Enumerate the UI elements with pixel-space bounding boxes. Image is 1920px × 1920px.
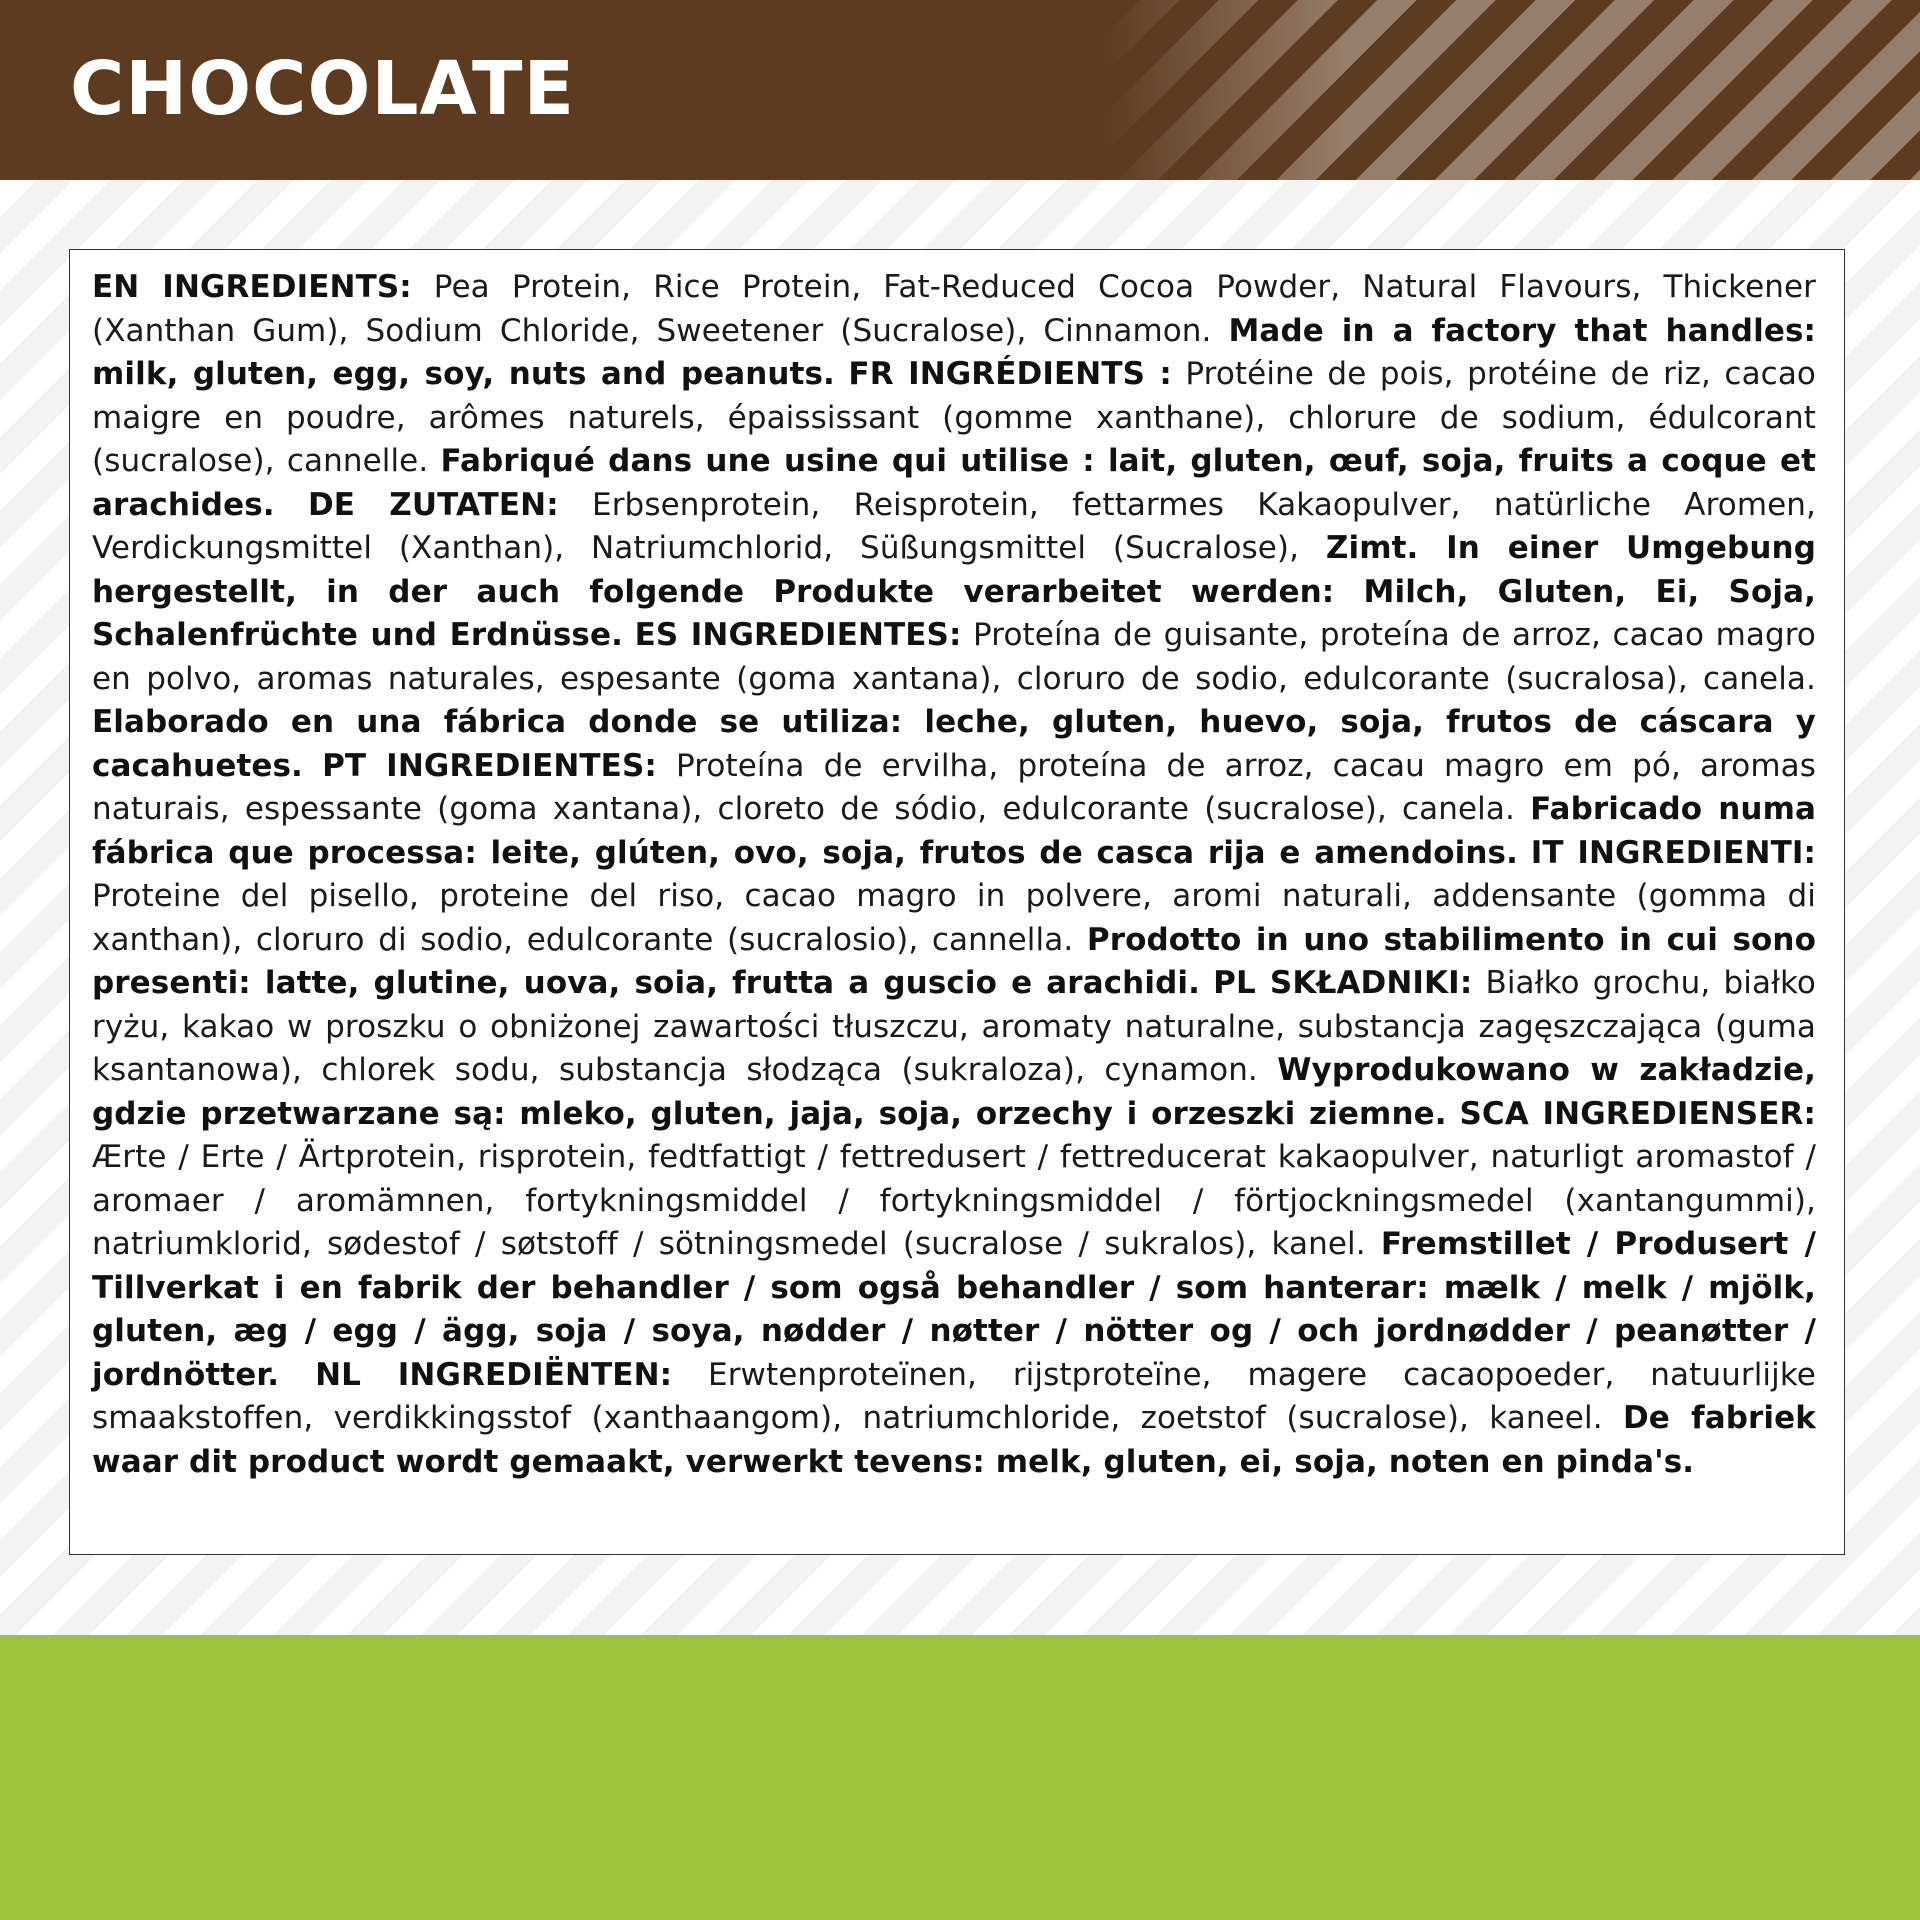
ingredients-label-it: IT INGREDIENTI: [1530, 834, 1816, 871]
ingredients-list-nl: Erwtenproteïnen, rijstproteïne, magere cacaopoeder, natuurlijke smaakstoffen, verdikkingsstof (xanthaangom), natriumchloride, zoetstof (sucralose), kaneel. [92, 1356, 1816, 1436]
allergen-statement-sca: Fremstillet / Produsert / Tillverkat i en fabrik der behandler / som også behandler / som hanterar: mælk / melk / mjölk, gluten, æg / egg / ägg, soja / soya, nødder / nøtter / nötter og / och jordnødder / peanøtter / jordnötter. [92, 1226, 1816, 1393]
ingredients-list-en: Pea Protein, Rice Protein, Fat-Reduced Cocoa Powder, Natural Flavours, Thickener (Xanthan Gum), Sodium Chloride, Sweetener (Sucralose), Cinnamon. [92, 269, 1817, 349]
ingredients-list-es: Proteína de guisante, proteína de arroz, cacao magro en polvo, aromas naturales, espesante (goma xantana), cloruro de sodio, edulcorante (sucralosa), canela. [92, 617, 1816, 697]
flavor-title: CHOCOLATE [70, 46, 576, 132]
ingredients-label-pt: PT INGREDIENTES: [322, 747, 657, 784]
allergen-statement-it: Prodotto in uno stabilimento in cui sono presenti: latte, glutine, uova, soia, frutta a guscio e arachidi. [92, 921, 1816, 1001]
header-stripe-pattern [1100, 0, 1920, 180]
ingredients-label-pl: PL SKŁADNIKI: [1213, 965, 1473, 1001]
ingredients-list-pl: Białko grochu, białko ryżu, kakao w proszku o obniżonej zawartości tłuszczu, aromaty naturalne, substancja zagęszczająca (guma ksantanowa), chlorek sodu, substancja słodząca (sukraloza), cynamon. [92, 965, 1816, 1088]
allergen-statement-en: Made in a factory that handles: milk, gluten, egg, soy, nuts and peanuts. [92, 312, 1816, 392]
ingredients-text [92, 266, 1816, 1484]
ingredients-list-it: Proteine del pisello, proteine del riso, cacao magro in polvere, aromi naturali, addensante (gomma di xanthan), cloruro di sodio, edulcorante (sucralosio), cannella. [92, 878, 1816, 958]
ingredients-list-sca: Ærte / Erte / Ärtprotein, risprotein, fedtfattigt / fettredusert / fettreducerat kakaopulver, naturligt aromastof / aromaer / aromämnen, fortykningsmiddel / fortykningsmiddel / förtjockningsmedel (xantangummi), natriumklorid, sødestof / søtstoff / sötningsmedel (sucralose / sukralos), kanel. [92, 1139, 1816, 1262]
allergen-statement-pl: Wyprodukowano w zakładzie, gdzie przetwarzane są: mleko, gluten, jaja, soja, orzechy i orzeszki ziemne. [92, 1052, 1816, 1132]
ingredients-list-de: Erbsenprotein, Reisprotein, fettarmes Kakaopulver, natürliche Aromen, Verdickungsmittel (Xanthan), Natriumchlorid, Süßungsmittel (Sucralose), [92, 486, 1816, 566]
ingredients-label-nl: NL INGREDIËNTEN: [315, 1356, 673, 1393]
ingredients-list-pt: Proteína de ervilha, proteína de arroz, cacau magro em pó, aromas naturais, espessante (goma xantana), cloreto de sódio, edulcorante (sucralose), canela. [92, 747, 1816, 827]
ingredients-label-de: DE ZUTATEN: [307, 486, 559, 523]
ingredients-list-fr: Protéine de pois, protéine de riz, cacao maigre en poudre, arômes naturels, épaississant (gomme xanthane), chlorure de sodium, édulcorant (sucralose), cannelle. [92, 356, 1816, 479]
ingredients-label-sca: SCA INGREDIENSER: [1459, 1095, 1816, 1132]
ingredients-label-fr: FR INGRÉDIENTS : [848, 356, 1172, 392]
allergen-statement-de: Zimt. In einer Umgebung hergestellt, in der auch folgende Produkte verarbeitet werden: Milch, Gluten, Ei, Soja, Schalenfrüchte und Erdnüsse. [92, 530, 1816, 653]
allergen-statement-fr: Fabriqué dans une usine qui utilise : lait, gluten, œuf, soja, fruits a coque et arachides. [92, 443, 1816, 523]
allergen-statement-es: Elaborado en una fábrica donde se utiliza: leche, gluten, huevo, soja, frutos de cáscara y cacahuetes. [92, 704, 1816, 784]
flavor-header [0, 0, 1920, 180]
allergen-statement-nl: De fabriek waar dit product wordt gemaakt, verwerkt tevens: melk, gluten, ei, soja, noten en pinda's. [92, 1400, 1816, 1480]
allergen-statement-pt: Fabricado numa fábrica que processa: leite, glúten, ovo, soja, frutos de casca rija e amendoins. [92, 791, 1817, 871]
ingredients-label-es: ES INGREDIENTES: [634, 617, 962, 653]
ingredients-panel [69, 249, 1845, 1555]
ingredients-label-en: EN INGREDIENTS: [92, 269, 412, 305]
footer-band [0, 1635, 1920, 1920]
